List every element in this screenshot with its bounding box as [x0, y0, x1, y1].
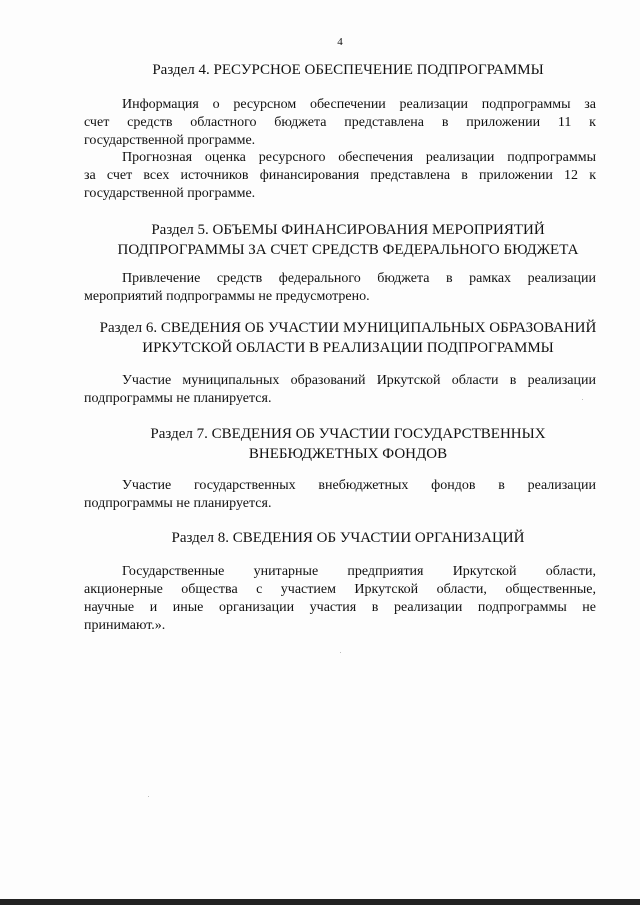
section-8-heading: [84, 528, 612, 548]
heading-line: Раздел 4. РЕСУРСНОЕ ОБЕСПЕЧЕНИЕ ПОДПРОГРАММЫ: [152, 62, 544, 78]
heading-line: ВНЕБЮДЖЕТНЫХ ФОНДОВ: [248, 446, 448, 462]
section-7-heading: [84, 424, 612, 464]
page-number: 4: [337, 36, 343, 48]
section-4-paragraph-1: [84, 96, 596, 150]
paragraph-line: Участие государственных внебюджетных фондов в реализации: [122, 478, 596, 493]
paragraph-line: Участие муниципальных образований Иркутской области в реализации: [122, 373, 596, 388]
paragraph-line: научные и иные организации участия в реализации подпрограммы не: [84, 600, 596, 615]
scan-speck: [582, 399, 583, 400]
paragraph-line: Информация о ресурсном обеспечении реализации подпрограммы за: [122, 97, 596, 112]
scan-edge: [0, 899, 640, 905]
paragraph-line: подпрограммы не планируется.: [84, 496, 272, 511]
paragraph-line: мероприятий подпрограммы не предусмотрено.: [84, 289, 370, 304]
paragraph-line: государственной программе.: [84, 133, 256, 148]
paragraph-line: Привлечение средств федерального бюджета в рамках реализации: [122, 271, 596, 286]
paragraph-line: акционерные общества с участием Иркутской области, общественные,: [84, 582, 596, 597]
scan-speck: [340, 652, 341, 653]
section-4-paragraph-2: [84, 149, 596, 203]
paragraph-line: государственной программе.: [84, 186, 256, 201]
heading-line: Раздел 6. СВЕДЕНИЯ ОБ УЧАСТИИ МУНИЦИПАЛЬНЫХ ОБРАЗОВАНИЙ: [99, 320, 597, 336]
paragraph-line: принимают.».: [84, 618, 166, 633]
section-6-heading: [84, 318, 612, 358]
paragraph-line: за счет всех источников финансирования представлена в приложении 12 к: [84, 168, 596, 183]
paragraph-line: Прогнозная оценка ресурсного обеспечения реализации подпрограммы: [122, 150, 596, 165]
section-6-paragraph-1: [84, 372, 596, 408]
section-7-paragraph-1: [84, 477, 596, 513]
section-5-heading: [84, 220, 612, 260]
paragraph-line: счет средств областного бюджета представлена в приложении 11 к: [84, 115, 596, 130]
heading-line: ИРКУТСКОЙ ОБЛАСТИ В РЕАЛИЗАЦИИ ПОДПРОГРАММЫ: [142, 340, 554, 356]
paragraph-line: Государственные унитарные предприятия Иркутской области,: [122, 564, 596, 579]
section-5-paragraph-1: [84, 270, 596, 306]
heading-line: Раздел 5. ОБЪЕМЫ ФИНАНСИРОВАНИЯ МЕРОПРИЯТИЙ: [151, 222, 545, 238]
heading-line: Раздел 7. СВЕДЕНИЯ ОБ УЧАСТИИ ГОСУДАРСТВЕННЫХ: [150, 426, 546, 442]
heading-line: Раздел 8. СВЕДЕНИЯ ОБ УЧАСТИИ ОРГАНИЗАЦИЙ: [171, 530, 525, 546]
paragraph-line: подпрограммы не планируется.: [84, 391, 272, 406]
scan-speck: [148, 796, 149, 797]
section-4-heading: [84, 60, 612, 80]
heading-line: ПОДПРОГРАММЫ ЗА СЧЕТ СРЕДСТВ ФЕДЕРАЛЬНОГО БЮДЖЕТА: [117, 242, 579, 258]
section-8-paragraph-1: [84, 563, 596, 635]
